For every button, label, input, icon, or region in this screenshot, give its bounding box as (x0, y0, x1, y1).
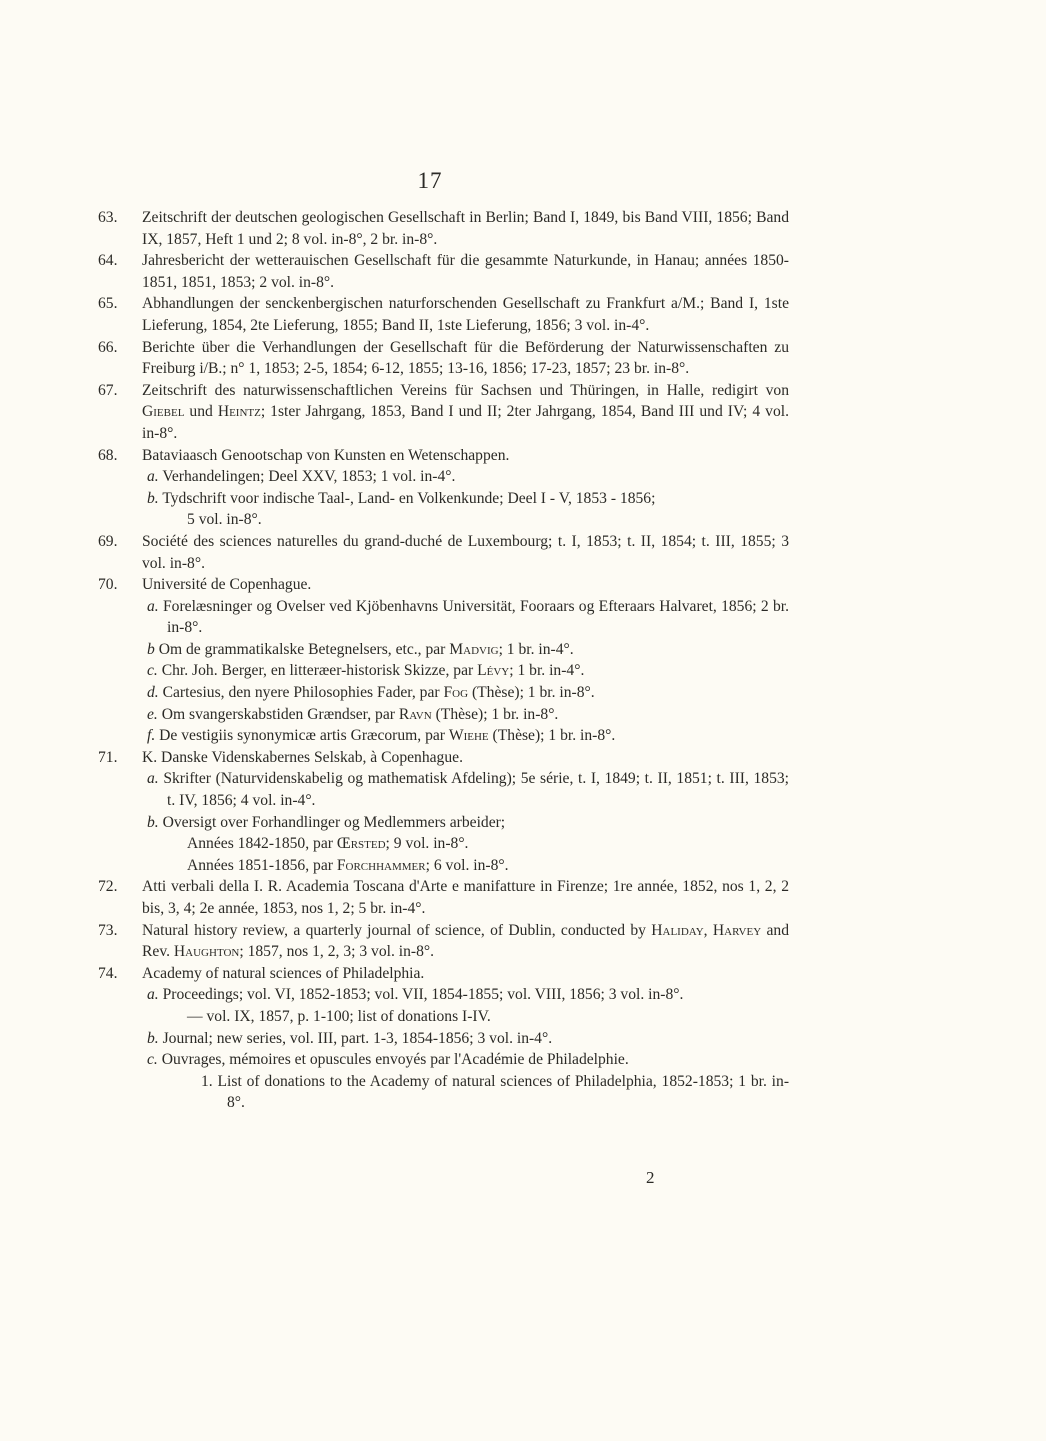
page-number: 17 (417, 168, 443, 193)
sub-entry (113, 725, 789, 747)
entry-number: 68. (98, 446, 118, 464)
author-name: Lévy (477, 662, 510, 680)
sub-entry-letter: c. (147, 662, 158, 680)
author-name: Heintz (217, 403, 261, 421)
entry-number: 70. (98, 576, 118, 594)
entry-text: Zeitschrift der deutschen geologischen Gesellschaft in Berlin; Band I, 1849, bis Band VIII, 1856; Band IX, 1857, Heft 1 und 2; 8 vol. in-8°, 2 br. in-8°. (142, 209, 789, 248)
catalogue-entry (98, 250, 789, 293)
author-name: Fog (443, 684, 469, 702)
entry-text: Atti verbali della I. R. Academia Toscana d'Arte e manifatture in Firenze; 1re année, 1852, nos 1, 2, 2 bis, 3, 4; 2e année, 1853, nos 1, 2; 5 br. in-4°. (142, 878, 789, 917)
sub-entry-letter: d. (147, 684, 159, 702)
catalogue-entry (98, 747, 789, 769)
sub-entry-text: Om svangerskabstiden Grændser, par (161, 705, 399, 723)
sub-entry (113, 768, 789, 811)
sub-entry (113, 660, 789, 682)
sub-entry-text: Verhandelingen; Deel XXV, 1853; 1 vol. in-4°. (162, 468, 456, 486)
entry-number: 64. (98, 252, 118, 270)
catalogue-entry (98, 337, 789, 380)
signature-mark: 2 (646, 1168, 655, 1187)
entry-text: and Rev. (142, 921, 789, 961)
entry-number: 63. (98, 209, 118, 226)
catalogue-entry (98, 293, 789, 336)
sub-entry-continuation (113, 833, 789, 855)
catalogue-entry (98, 380, 790, 445)
sub-entry-text: Ouvrages, mémoires et opuscules envoyés par l'Académie de Philadelphie. (161, 1051, 629, 1069)
sub-entry-letter: c. (147, 1051, 158, 1069)
sub-entry-text: Chr. Joh. Berger, en litteræer-historisk Skizze, par (161, 662, 478, 680)
sub-entry-continuation: — vol. IX, 1857, p. 1-100; list of donations I-IV. (187, 1007, 491, 1025)
entry-text: , (703, 921, 713, 939)
entry-text: und (184, 403, 218, 421)
entry-text: Berichte über die Verhandlungen der Gesellschaft für die Beförderung der Naturwissenschaften zu Freiburg i/B.; n° 1, 1853; 2-5, 1854; 6-12, 1855; 13-16, 1856; 17-23, 1857; 23 br. in-8°. (142, 338, 789, 378)
sub-entry-text: Oversigt over Forhandlinger og Medlemmers arbeider; (162, 813, 506, 831)
author-name: Giebel (142, 403, 185, 421)
entry-number: 69. (98, 532, 118, 550)
sub-entry (113, 639, 789, 661)
author-name: Harvey (712, 921, 762, 939)
sub-entry (113, 704, 789, 726)
author-name: Wiehe (448, 727, 489, 745)
sub-entry-text: ; 9 vol. in-8°. (385, 835, 469, 853)
catalogue-entry (98, 963, 789, 985)
catalogue-entry (98, 574, 789, 596)
entry-text: Société des sciences naturelles du grand-duché de Luxembourg; t. I, 1853; t. II, 1854; t. III, 1855; 3 vol. in-8°. (142, 532, 789, 572)
sub-entry-letter: b. (147, 489, 159, 507)
entry-text: ; 1ster Jahrgang, 1853, Band I und II; 2ter Jahrgang, 1854, Band III und IV; 4 vol. in-8°. (142, 403, 790, 442)
entry-number: 67. (98, 381, 118, 399)
author-name: Haughton (173, 943, 240, 961)
entry-number: 65. (98, 295, 118, 313)
sub-entry-text: Journal; new series, vol. III, part. 1-3, 1854-1856; 3 vol. in-4°. (162, 1029, 553, 1047)
sub-sub-entry-text: List of donations to the Academy of natural sciences of Philadelphia, 1852-1853; 1 br. in-8°. (217, 1072, 790, 1112)
sub-entry-letter: f. (147, 727, 156, 745)
entry-text: Academy of natural sciences of Philadelphia. (142, 964, 425, 982)
entry-text: Zeitschrift des naturwissenschaftlichen Vereins für Sachsen und Thüringen, in Halle, redigirt von (142, 381, 789, 399)
author-name: Ravn (398, 705, 432, 723)
sub-entry (113, 682, 789, 704)
sub-entry-text: ; 1 br. in-4°. (498, 640, 574, 658)
catalogue-list (98, 207, 790, 1114)
entry-number: 74. (98, 964, 118, 982)
entry-text: Jahresbericht der wetterauischen Gesellschaft für die gesammte Naturkunde, in Hanau; années 1850-1851, 1851, 1853; 2 vol. in-8°. (142, 252, 789, 291)
sub-entry-letter: a. (147, 597, 159, 615)
catalogue-entry (98, 445, 789, 467)
entry-text: Natural history review, a quarterly journal of science, of Dublin, conducted by (142, 921, 652, 939)
sub-entry-text: Om de grammatikalske Betegnelsers, etc., par (158, 640, 450, 658)
sub-entry-letter: b. (147, 1029, 159, 1047)
sub-entry (113, 812, 789, 834)
sub-entry (113, 1049, 789, 1071)
sub-entry-text: Années 1842-1850, par (187, 835, 337, 853)
entry-number: 71. (98, 748, 118, 766)
author-name: Œrsted (336, 835, 386, 853)
sub-entry-letter: a. (147, 986, 159, 1004)
entry-text: ; 1857, nos 1, 2, 3; 3 vol. in-8°. (239, 943, 435, 961)
entry-number: 73. (98, 921, 118, 939)
sub-entry-text: Tydschrift voor indische Taal-, Land- en Volkenkunde; Deel I - V, 1853 - 1856; (162, 489, 656, 507)
sub-entry-text: Skrifter (Naturvidenskabelig og mathematisk Afdeling); 5e série, t. I, 1849; t. II, 1851; t. III, 1853; t. IV, 1856; 4 vol. in-4°. (163, 770, 789, 810)
sub-entry-text: Années 1851-1856, par (187, 856, 337, 874)
entry-text: Bataviaasch Genootschap von Kunsten en Wetenschappen. (142, 446, 510, 464)
sub-entry-text: ; 1 br. in-4°. (509, 662, 585, 680)
sub-entry-letter: a. (147, 468, 159, 486)
sub-entry-text: (Thèse); 1 br. in-8°. (431, 705, 559, 723)
catalogue-entry (98, 920, 789, 963)
sub-entry (113, 596, 789, 639)
author-name: Forchhammer (336, 856, 426, 874)
sub-sub-entry-number: 1. (201, 1072, 213, 1090)
sub-entry-text: ; 6 vol. in-8°. (425, 856, 509, 874)
sub-entry-text: De vestigiis synonymicæ artis Græcorum, par (159, 727, 449, 745)
sub-entry-text: Forelæsninger og Ovelser ved Kjöbenhavns Universität, Fooraars og Efteraars Halvaret, 1856; 2 br. in-8°. (162, 597, 789, 637)
entry-number: 72. (98, 878, 118, 896)
entry-text: Université de Copenhague. (142, 576, 312, 594)
author-name: Madvig (449, 640, 499, 658)
sub-entry-letter: b (147, 640, 155, 658)
sub-sub-entry (113, 1071, 789, 1114)
sub-entry-letter: b. (147, 813, 159, 831)
entry-text: K. Danske Videnskabernes Selskab, à Copenhague. (142, 748, 463, 766)
sub-entry-text: Proceedings; vol. VI, 1852-1853; vol. VII, 1854-1855; vol. VIII, 1856; 3 vol. in-8°. (162, 986, 684, 1004)
entry-number: 66. (98, 338, 118, 356)
sub-entry-continuation (113, 855, 789, 877)
catalogue-entry (98, 876, 789, 919)
sub-entry (113, 984, 789, 1006)
sub-entry (113, 1028, 789, 1050)
sub-entry-text: Cartesius, den nyere Philosophies Fader, par (162, 684, 444, 702)
sub-entry-letter: e. (147, 705, 158, 723)
sub-entry-text: (Thèse); 1 br. in-8°. (468, 684, 595, 702)
sub-entry-letter: a. (147, 770, 159, 788)
sub-entry-text: (Thèse); 1 br. in-8°. (488, 727, 616, 745)
entry-text: Abhandlungen der senckenbergischen naturforschenden Gesellschaft zu Frankfurt a/M.; Band I, 1ste Lieferung, 1854, 2te Lieferung, 1855; Band II, 1ste Lieferung, 1856; 3 vol. in-4°. (142, 295, 789, 334)
sub-entry (113, 488, 789, 510)
author-name: Haliday (651, 921, 704, 939)
catalogue-entry (98, 531, 789, 574)
catalogue-entry (98, 207, 789, 250)
sub-entry-continuation: 5 vol. in-8°. (187, 511, 262, 529)
sub-entry (113, 466, 789, 488)
